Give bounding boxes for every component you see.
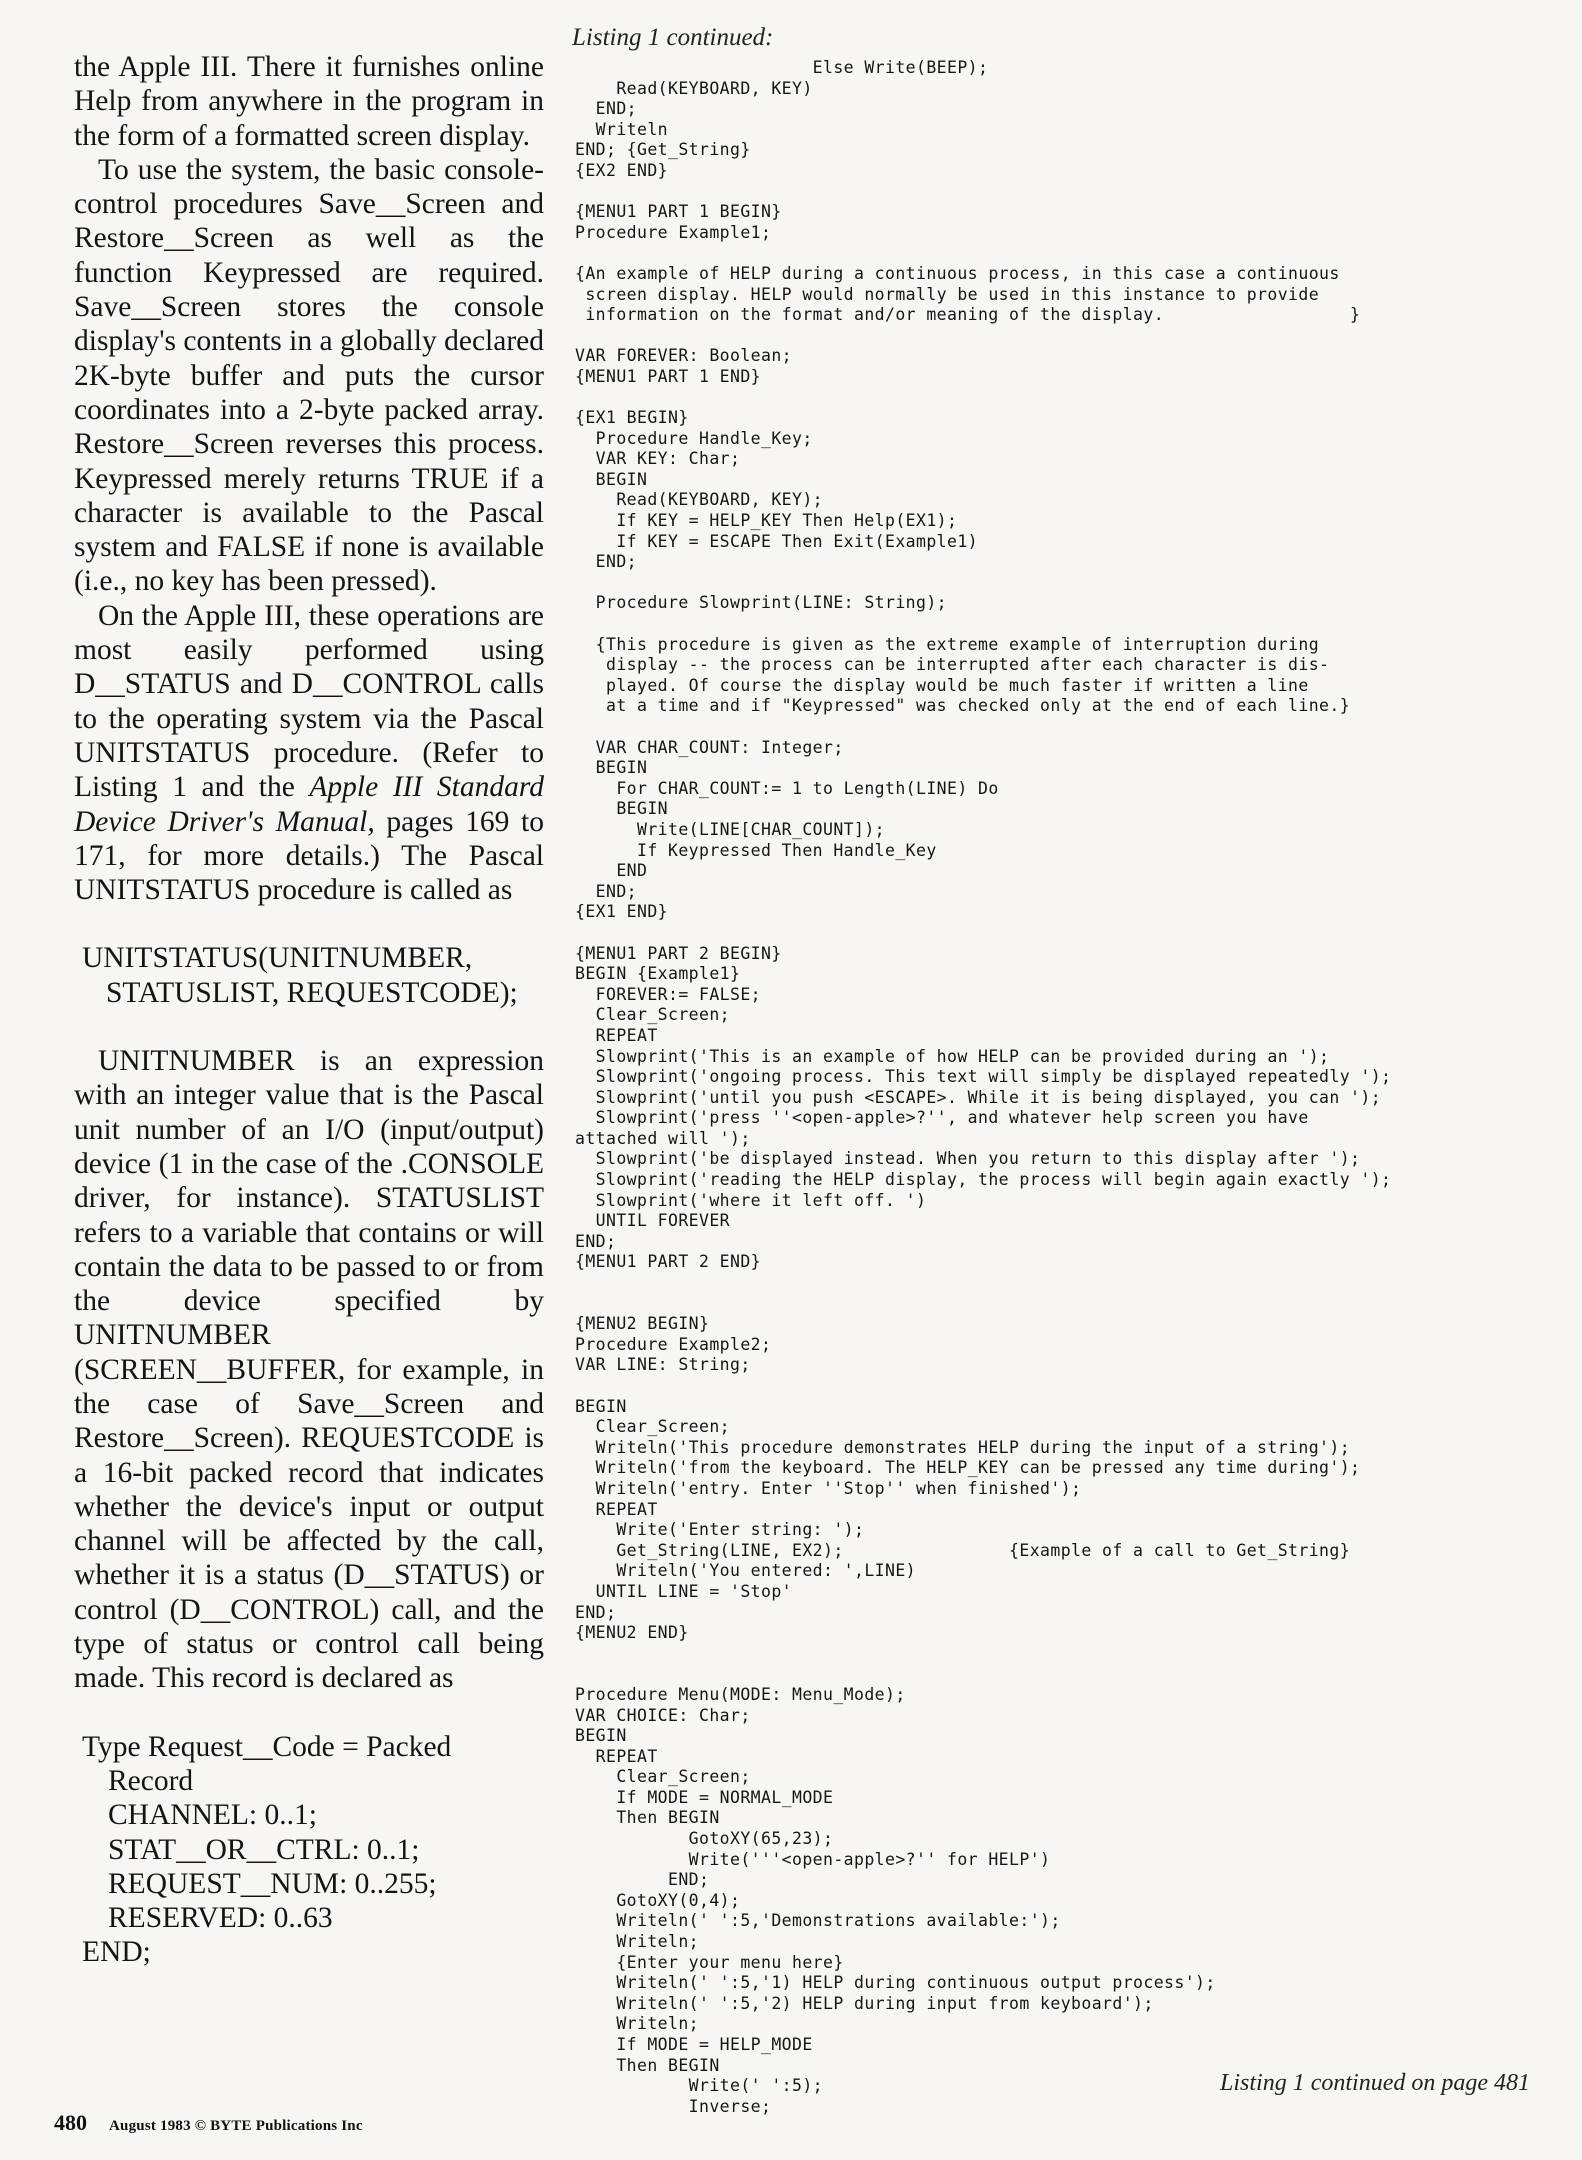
listing-continued-note: Listing 1 continued on page 481 [1220,2070,1530,2096]
paragraph: UNITNUMBER is an expression with an integer value that is the Pascal unit number of an I/O (input/output) device (1 in the case of the .CONSOLE driver, for instance). STATUSLIST refers to a variable that contains or will contain the data to be passed to or from the device specified by UNITNUMBER (SCREEN__BUFFER, for example, in the case of Save__Screen and Restore__Screen). REQUESTCODE is a 16-bit packed record that indicates whether the device's input or output channel will be affected by the call, whether it is a status (D__STATUS) or control (D__CONTROL) call, and the type of status or control call being made. This record is declared as [74,1045,544,1695]
code-listing: Else Write(BEEP); Read(KEYBOARD, KEY) END; Writeln END; {Get_String} {EX2 END} {MENU1 PART 1 BEGIN} Procedure Example1; {An example of HELP during a continuous process, in this case a continuous screen display. HELP would normally be used in this instance to provide information on the format and/or meaning of the display. } VAR FOREVER: Boolean; {MENU1 PART 1 END} {EX1 BEGIN} Procedure Handle_Key; VAR KEY: Char; BEGIN Read(KEYBOARD, KEY); If KEY = HELP_KEY Then Help(EX1); If KEY = ESCAPE Then Exit(Example1) END; Procedure Slowprint(LINE: String); {This procedure is given as the extreme example of interruption during display -- the process can be interrupted after each character is dis- played. Of course the display would be much faster if written a line at a time and if "Keypressed" was checked only at the end of each line.} VAR CHAR_COUNT: Integer; BEGIN For CHAR_COUNT:= 1 to Length(LINE) Do BEGIN Write(LINE[CHAR_COUNT]); If Keypressed Then Handle_Key END END; {EX1 END} {MENU1 PART 2 BEGIN} BEGIN {Example1} FOREVER:= FALSE; Clear_Screen; REPEAT Slowprint('This is an example of how HELP can be provided during an '); Slowprint('ongoing process. This text will simply be displayed repeatedly '); Slowprint('until you push <ESCAPE>. While it is being displayed, you can '); Slowprint('press ''<open-apple>?'', and whatever help screen you have attached will '); Slowprint('be displayed instead. When you return to this display after '); Slowprint('reading the HELP display, the process will begin again exactly '); Slowprint('where it left off. ') UNTIL FOREVER END; {MENU1 PART 2 END} {MENU2 BEGIN} Procedure Example2; VAR LINE: String; BEGIN Clear_Screen; Writeln('This procedure demonstrates HELP during the input of a string'); Writeln('from the keyboard. The HELP_KEY can be pressed any time during'); Writeln('entry. Enter ''Stop'' when finished'); REPEAT Write('Enter string: '); Get_String(LINE, EX2); {Example of a call to Get_String} Writeln('You entered: ',LINE) UNTIL LINE = 'Stop' END; {MENU2 END} Procedure Menu(MODE: Menu_Mode); VAR CHOICE: Char; BEGIN REPEAT Clear_Screen; If MODE = NORMAL_MODE Then BEGIN GotoXY(65,23); Write('''<open-apple>?'' for HELP') END; GotoXY(0,4); Writeln(' ':5,'Demonstrations available:'); Writeln; {Enter your menu here} Writeln(' ':5,'1) HELP during continuous output process'); Writeln(' ':5,'2) HELP during input from keyboard'); Writeln; If MODE = HELP_MODE Then BEGIN Write(' ':5); Inverse; [575,58,1392,2116]
decl-line: STAT__OR__CTRL: 0..1; [108,1833,420,1866]
article-text-column [74,50,544,1970]
paragraph: the Apple III. There it furnishes online Help from anywhere in the program in the form of a formatted screen display. [74,51,544,152]
paragraph: To use the system, the basic console-control procedures Save__Screen and Restore__Screen as well as the function Keypressed are required. Save__Screen stores the console display's contents in a globally declared 2K-byte buffer and puts the cursor coordinates into a 2-byte packed array. Restore__Screen reverses this process. Keypressed merely returns TRUE if a character is available to the Pascal system and FALSE if none is available (i.e., no key has been pressed). [74,153,544,598]
decl-line: CHANNEL: 0..1; [108,1799,317,1832]
call-line: UNITSTATUS(UNITNUMBER, [82,942,473,975]
paragraph [74,599,544,908]
decl-line: REQUEST__NUM: 0..255; [108,1867,437,1900]
page-number: 480 [54,2110,87,2135]
call-line: STATUSLIST, REQUESTCODE); [106,976,518,1009]
listing-heading: Listing 1 continued: [572,24,774,51]
type-declaration [74,1730,544,1970]
paragraph-text: On the Apple III, these operations are most easily performed using D__STATUS and D__CONTROL calls to the operating system via the Pascal UNITSTATUS procedure. (Refer to Listing 1 and the [74,599,544,804]
page-footer [54,2110,363,2136]
unitstatus-call [74,941,544,1010]
decl-line: Record [108,1764,194,1797]
decl-line: RESERVED: 0..63 [108,1902,333,1935]
paragraph-text: pages 169 to 171, for more details.) The Pascal UNITSTATUS procedure is called as [74,805,544,907]
decl-line: END; [82,1936,151,1969]
manual-title: Apple III Standard Device Driver's Manual, [74,771,544,838]
publication-credit: August 1983 © BYTE Publications Inc [109,2118,363,2134]
decl-line: Type Request__Code = Packed [82,1730,452,1763]
